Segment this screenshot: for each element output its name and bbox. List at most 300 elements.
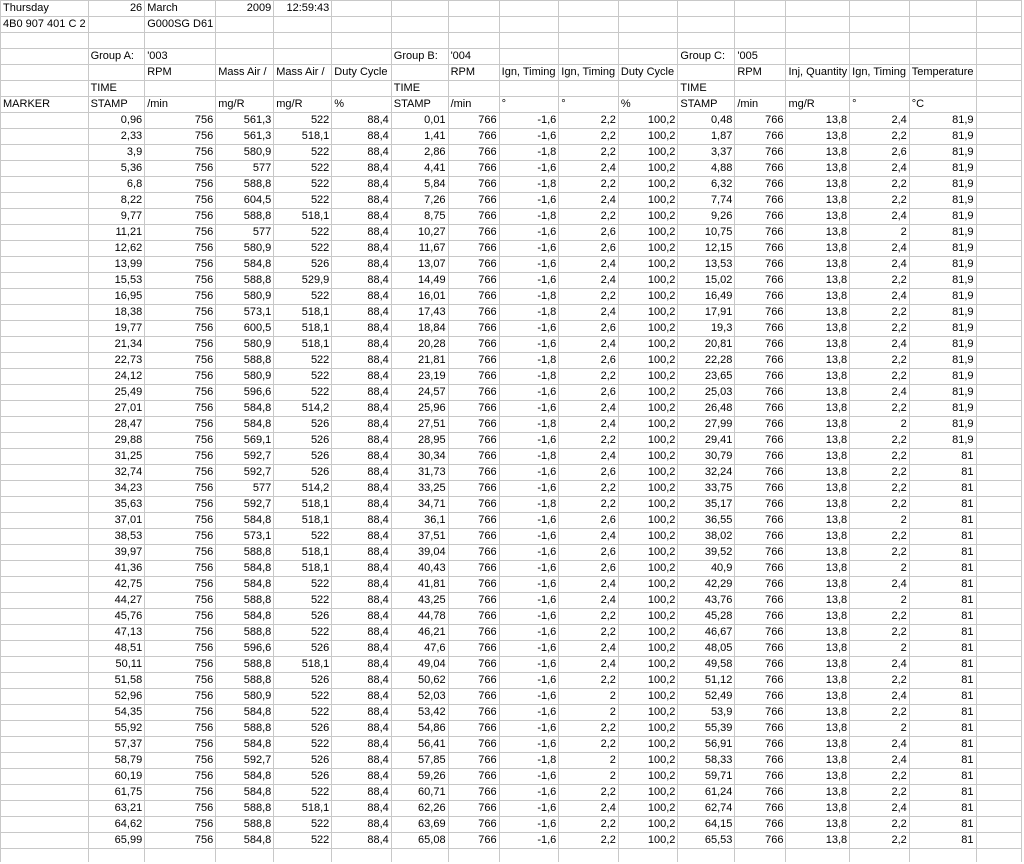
data-cell[interactable]: 518,1: [274, 657, 332, 673]
data-cell[interactable]: 100,2: [618, 353, 677, 369]
empty-cell[interactable]: [1, 385, 89, 401]
data-cell[interactable]: 766: [448, 769, 499, 785]
year-cell[interactable]: 2009: [216, 1, 274, 17]
data-cell[interactable]: 766: [448, 737, 499, 753]
data-cell[interactable]: 766: [448, 305, 499, 321]
data-cell[interactable]: 518,1: [274, 305, 332, 321]
data-cell[interactable]: 53,42: [391, 705, 448, 721]
data-cell[interactable]: 13,8: [786, 833, 850, 849]
data-cell[interactable]: 756: [145, 593, 216, 609]
data-cell[interactable]: 41,36: [88, 561, 145, 577]
data-cell[interactable]: 766: [735, 417, 786, 433]
data-cell[interactable]: 13,8: [786, 785, 850, 801]
data-cell[interactable]: 81: [909, 465, 976, 481]
data-cell[interactable]: 756: [145, 721, 216, 737]
data-cell[interactable]: -1,6: [499, 321, 559, 337]
data-cell[interactable]: 766: [448, 257, 499, 273]
data-cell[interactable]: 81: [909, 657, 976, 673]
data-cell[interactable]: 2,4: [850, 385, 910, 401]
data-cell[interactable]: 2,6: [559, 513, 619, 529]
data-cell[interactable]: 100,2: [618, 641, 677, 657]
empty-cell[interactable]: [735, 17, 786, 33]
data-cell[interactable]: 518,1: [274, 209, 332, 225]
data-cell[interactable]: 88,4: [332, 769, 391, 785]
empty-cell[interactable]: [1, 625, 89, 641]
empty-cell[interactable]: [909, 33, 976, 49]
empty-cell[interactable]: [1, 225, 89, 241]
empty-cell[interactable]: [976, 385, 1021, 401]
data-cell[interactable]: 766: [735, 465, 786, 481]
empty-cell[interactable]: [559, 33, 619, 49]
data-cell[interactable]: 756: [145, 801, 216, 817]
empty-cell[interactable]: [88, 33, 145, 49]
empty-cell[interactable]: [1, 753, 89, 769]
data-cell[interactable]: 766: [448, 289, 499, 305]
data-cell[interactable]: 756: [145, 321, 216, 337]
data-cell[interactable]: 43,25: [391, 593, 448, 609]
data-cell[interactable]: 766: [448, 529, 499, 545]
empty-cell[interactable]: [976, 209, 1021, 225]
data-cell[interactable]: 13,8: [786, 113, 850, 129]
data-cell[interactable]: 88,4: [332, 609, 391, 625]
data-cell[interactable]: 756: [145, 257, 216, 273]
data-cell[interactable]: 766: [735, 433, 786, 449]
data-cell[interactable]: 81: [909, 529, 976, 545]
empty-cell[interactable]: [1, 705, 89, 721]
data-cell[interactable]: 100,2: [618, 305, 677, 321]
empty-cell[interactable]: [1, 161, 89, 177]
data-cell[interactable]: -1,6: [499, 673, 559, 689]
data-cell[interactable]: 0,01: [391, 113, 448, 129]
data-cell[interactable]: 518,1: [274, 337, 332, 353]
data-cell[interactable]: 52,03: [391, 689, 448, 705]
data-cell[interactable]: 2,2: [559, 737, 619, 753]
data-cell[interactable]: 518,1: [274, 129, 332, 145]
data-cell[interactable]: 3,9: [88, 145, 145, 161]
data-cell[interactable]: 81: [909, 545, 976, 561]
data-cell[interactable]: 23,65: [678, 369, 735, 385]
data-cell[interactable]: 518,1: [274, 321, 332, 337]
data-cell[interactable]: 13,8: [786, 561, 850, 577]
data-cell[interactable]: 47,6: [391, 641, 448, 657]
data-cell[interactable]: 766: [735, 753, 786, 769]
data-cell[interactable]: 13,8: [786, 161, 850, 177]
empty-cell[interactable]: [976, 609, 1021, 625]
data-cell[interactable]: 88,4: [332, 561, 391, 577]
unit-cell[interactable]: /min: [145, 97, 216, 113]
data-cell[interactable]: 561,3: [216, 113, 274, 129]
stamp-label[interactable]: STAMP: [391, 97, 448, 113]
empty-cell[interactable]: [850, 17, 910, 33]
data-cell[interactable]: 2,2: [850, 321, 910, 337]
data-cell[interactable]: 766: [448, 577, 499, 593]
unit-cell[interactable]: /min: [448, 97, 499, 113]
data-cell[interactable]: 584,8: [216, 737, 274, 753]
empty-cell[interactable]: [976, 481, 1021, 497]
data-cell[interactable]: 100,2: [618, 545, 677, 561]
data-cell[interactable]: 580,9: [216, 145, 274, 161]
data-cell[interactable]: 756: [145, 625, 216, 641]
data-cell[interactable]: -1,6: [499, 577, 559, 593]
empty-cell[interactable]: [976, 33, 1021, 49]
data-cell[interactable]: -1,8: [499, 417, 559, 433]
data-cell[interactable]: -1,8: [499, 145, 559, 161]
data-cell[interactable]: 81: [909, 609, 976, 625]
data-cell[interactable]: 2,2: [850, 673, 910, 689]
data-cell[interactable]: 584,8: [216, 833, 274, 849]
data-cell[interactable]: 766: [448, 657, 499, 673]
data-cell[interactable]: 7,26: [391, 193, 448, 209]
data-cell[interactable]: 100,2: [618, 657, 677, 673]
empty-cell[interactable]: [976, 529, 1021, 545]
empty-cell[interactable]: [976, 417, 1021, 433]
data-cell[interactable]: 11,21: [88, 225, 145, 241]
data-cell[interactable]: 45,28: [678, 609, 735, 625]
data-cell[interactable]: 56,91: [678, 737, 735, 753]
data-cell[interactable]: 13,99: [88, 257, 145, 273]
data-cell[interactable]: 766: [735, 689, 786, 705]
empty-cell[interactable]: [976, 49, 1021, 65]
data-cell[interactable]: 55,92: [88, 721, 145, 737]
col-name[interactable]: Duty Cycle: [332, 65, 391, 81]
data-cell[interactable]: 2,6: [559, 353, 619, 369]
data-cell[interactable]: 56,41: [391, 737, 448, 753]
data-cell[interactable]: 81,9: [909, 225, 976, 241]
data-cell[interactable]: 584,8: [216, 785, 274, 801]
empty-cell[interactable]: [976, 369, 1021, 385]
data-cell[interactable]: 17,91: [678, 305, 735, 321]
data-cell[interactable]: 766: [448, 337, 499, 353]
data-cell[interactable]: 584,8: [216, 705, 274, 721]
data-cell[interactable]: 13,8: [786, 241, 850, 257]
data-cell[interactable]: 81: [909, 753, 976, 769]
data-cell[interactable]: 88,4: [332, 529, 391, 545]
data-cell[interactable]: 2,2: [850, 705, 910, 721]
empty-cell[interactable]: [976, 257, 1021, 273]
data-cell[interactable]: 2: [850, 641, 910, 657]
empty-cell[interactable]: [559, 81, 619, 97]
empty-cell[interactable]: [1, 145, 89, 161]
data-cell[interactable]: 13,8: [786, 545, 850, 561]
empty-cell[interactable]: [499, 849, 559, 863]
data-cell[interactable]: 766: [448, 801, 499, 817]
data-cell[interactable]: 81: [909, 481, 976, 497]
data-cell[interactable]: 13,8: [786, 641, 850, 657]
data-cell[interactable]: 2,6: [559, 545, 619, 561]
data-cell[interactable]: 522: [274, 289, 332, 305]
data-cell[interactable]: 766: [448, 689, 499, 705]
data-cell[interactable]: 766: [735, 577, 786, 593]
data-cell[interactable]: 522: [274, 353, 332, 369]
data-cell[interactable]: 588,8: [216, 817, 274, 833]
data-cell[interactable]: 13,8: [786, 289, 850, 305]
empty-cell[interactable]: [976, 833, 1021, 849]
data-cell[interactable]: 526: [274, 769, 332, 785]
empty-cell[interactable]: [976, 17, 1021, 33]
empty-cell[interactable]: [976, 353, 1021, 369]
data-cell[interactable]: 62,26: [391, 801, 448, 817]
data-cell[interactable]: 81: [909, 497, 976, 513]
empty-cell[interactable]: [1, 721, 89, 737]
data-cell[interactable]: 21,34: [88, 337, 145, 353]
empty-cell[interactable]: [1, 81, 89, 97]
empty-cell[interactable]: [976, 305, 1021, 321]
data-cell[interactable]: 766: [448, 433, 499, 449]
data-cell[interactable]: 54,86: [391, 721, 448, 737]
data-cell[interactable]: 100,2: [618, 529, 677, 545]
data-cell[interactable]: 88,4: [332, 465, 391, 481]
data-cell[interactable]: 36,1: [391, 513, 448, 529]
data-cell[interactable]: 13,07: [391, 257, 448, 273]
data-cell[interactable]: 44,78: [391, 609, 448, 625]
data-cell[interactable]: 19,3: [678, 321, 735, 337]
data-cell[interactable]: 756: [145, 209, 216, 225]
data-cell[interactable]: 81,9: [909, 129, 976, 145]
data-cell[interactable]: 2,4: [559, 257, 619, 273]
data-cell[interactable]: 766: [735, 225, 786, 241]
data-cell[interactable]: 35,63: [88, 497, 145, 513]
data-cell[interactable]: 592,7: [216, 449, 274, 465]
data-cell[interactable]: 756: [145, 337, 216, 353]
data-cell[interactable]: 88,4: [332, 305, 391, 321]
data-cell[interactable]: 13,8: [786, 321, 850, 337]
data-cell[interactable]: 2,2: [850, 785, 910, 801]
data-cell[interactable]: -1,6: [499, 433, 559, 449]
data-cell[interactable]: 29,88: [88, 433, 145, 449]
data-cell[interactable]: 522: [274, 817, 332, 833]
data-cell[interactable]: 2: [850, 417, 910, 433]
data-cell[interactable]: 88,4: [332, 209, 391, 225]
data-cell[interactable]: 37,51: [391, 529, 448, 545]
empty-cell[interactable]: [976, 801, 1021, 817]
data-cell[interactable]: 81: [909, 449, 976, 465]
empty-cell[interactable]: [88, 849, 145, 863]
data-cell[interactable]: 81: [909, 705, 976, 721]
unit-cell[interactable]: °: [559, 97, 619, 113]
data-cell[interactable]: 766: [735, 609, 786, 625]
data-cell[interactable]: 766: [735, 673, 786, 689]
data-cell[interactable]: 39,04: [391, 545, 448, 561]
data-cell[interactable]: 573,1: [216, 305, 274, 321]
empty-cell[interactable]: [909, 17, 976, 33]
data-cell[interactable]: 580,9: [216, 241, 274, 257]
unit-cell[interactable]: %: [332, 97, 391, 113]
empty-cell[interactable]: [499, 17, 559, 33]
empty-cell[interactable]: [274, 849, 332, 863]
empty-cell[interactable]: [1, 801, 89, 817]
data-cell[interactable]: 756: [145, 433, 216, 449]
data-cell[interactable]: 2,2: [559, 145, 619, 161]
data-cell[interactable]: 580,9: [216, 369, 274, 385]
empty-cell[interactable]: [850, 33, 910, 49]
data-cell[interactable]: 49,04: [391, 657, 448, 673]
data-cell[interactable]: 88,4: [332, 401, 391, 417]
data-cell[interactable]: 65,99: [88, 833, 145, 849]
data-cell[interactable]: 518,1: [274, 513, 332, 529]
data-cell[interactable]: 61,24: [678, 785, 735, 801]
empty-cell[interactable]: [559, 49, 619, 65]
data-cell[interactable]: 766: [448, 385, 499, 401]
data-cell[interactable]: 522: [274, 593, 332, 609]
unit-cell[interactable]: °C: [909, 97, 976, 113]
empty-cell[interactable]: [391, 17, 448, 33]
data-cell[interactable]: 2,6: [559, 561, 619, 577]
data-cell[interactable]: 766: [448, 705, 499, 721]
data-cell[interactable]: 100,2: [618, 161, 677, 177]
data-cell[interactable]: 0,48: [678, 113, 735, 129]
data-cell[interactable]: 88,4: [332, 641, 391, 657]
data-cell[interactable]: 13,53: [678, 257, 735, 273]
data-cell[interactable]: 522: [274, 785, 332, 801]
data-cell[interactable]: 766: [448, 481, 499, 497]
data-cell[interactable]: 81,9: [909, 385, 976, 401]
data-cell[interactable]: -1,6: [499, 625, 559, 641]
empty-cell[interactable]: [976, 193, 1021, 209]
data-cell[interactable]: 88,4: [332, 689, 391, 705]
data-cell[interactable]: 13,8: [786, 433, 850, 449]
data-cell[interactable]: -1,6: [499, 273, 559, 289]
empty-cell[interactable]: [976, 433, 1021, 449]
data-cell[interactable]: 584,8: [216, 769, 274, 785]
data-cell[interactable]: 88,4: [332, 241, 391, 257]
data-cell[interactable]: 756: [145, 833, 216, 849]
empty-cell[interactable]: [976, 177, 1021, 193]
data-cell[interactable]: 29,41: [678, 433, 735, 449]
data-cell[interactable]: 584,8: [216, 417, 274, 433]
data-cell[interactable]: 2,2: [850, 273, 910, 289]
data-cell[interactable]: 766: [735, 737, 786, 753]
empty-cell[interactable]: [976, 817, 1021, 833]
data-cell[interactable]: 88,4: [332, 481, 391, 497]
data-cell[interactable]: -1,6: [499, 225, 559, 241]
data-cell[interactable]: 766: [448, 113, 499, 129]
data-cell[interactable]: 756: [145, 577, 216, 593]
data-cell[interactable]: 9,26: [678, 209, 735, 225]
data-cell[interactable]: 573,1: [216, 529, 274, 545]
data-cell[interactable]: 766: [448, 497, 499, 513]
unit-cell[interactable]: mg/R: [786, 97, 850, 113]
data-cell[interactable]: 81,9: [909, 273, 976, 289]
data-cell[interactable]: 81: [909, 625, 976, 641]
data-cell[interactable]: 2,4: [559, 401, 619, 417]
data-cell[interactable]: 48,05: [678, 641, 735, 657]
data-cell[interactable]: 13,8: [786, 801, 850, 817]
data-cell[interactable]: 2,2: [559, 673, 619, 689]
data-cell[interactable]: 88,4: [332, 721, 391, 737]
empty-cell[interactable]: [216, 849, 274, 863]
col-name[interactable]: Mass Air /: [216, 65, 274, 81]
data-cell[interactable]: 10,27: [391, 225, 448, 241]
data-cell[interactable]: 2,6: [559, 225, 619, 241]
data-cell[interactable]: 100,2: [618, 577, 677, 593]
data-cell[interactable]: 2,4: [850, 289, 910, 305]
data-cell[interactable]: 2,86: [391, 145, 448, 161]
data-cell[interactable]: 13,8: [786, 593, 850, 609]
empty-cell[interactable]: [1, 129, 89, 145]
empty-cell[interactable]: [332, 33, 391, 49]
data-cell[interactable]: 756: [145, 417, 216, 433]
data-cell[interactable]: 48,51: [88, 641, 145, 657]
data-cell[interactable]: -1,8: [499, 305, 559, 321]
data-cell[interactable]: 514,2: [274, 481, 332, 497]
empty-cell[interactable]: [559, 1, 619, 17]
empty-cell[interactable]: [786, 849, 850, 863]
data-cell[interactable]: 2,4: [850, 753, 910, 769]
data-cell[interactable]: -1,8: [499, 209, 559, 225]
data-cell[interactable]: 756: [145, 401, 216, 417]
empty-cell[interactable]: [976, 65, 1021, 81]
data-cell[interactable]: 766: [448, 129, 499, 145]
data-cell[interactable]: 2: [850, 561, 910, 577]
data-cell[interactable]: -1,8: [499, 353, 559, 369]
data-cell[interactable]: 5,84: [391, 177, 448, 193]
data-cell[interactable]: 13,8: [786, 529, 850, 545]
data-cell[interactable]: 766: [735, 385, 786, 401]
data-cell[interactable]: 88,4: [332, 785, 391, 801]
data-cell[interactable]: 50,11: [88, 657, 145, 673]
empty-cell[interactable]: [1, 433, 89, 449]
data-cell[interactable]: 588,8: [216, 673, 274, 689]
data-cell[interactable]: 15,02: [678, 273, 735, 289]
data-cell[interactable]: 766: [735, 561, 786, 577]
data-cell[interactable]: 100,2: [618, 721, 677, 737]
data-cell[interactable]: 522: [274, 177, 332, 193]
data-cell[interactable]: 81,9: [909, 161, 976, 177]
data-cell[interactable]: 81,9: [909, 193, 976, 209]
empty-cell[interactable]: [332, 17, 391, 33]
empty-cell[interactable]: [332, 849, 391, 863]
data-cell[interactable]: 756: [145, 161, 216, 177]
data-cell[interactable]: 38,02: [678, 529, 735, 545]
data-cell[interactable]: 88,4: [332, 337, 391, 353]
empty-cell[interactable]: [499, 1, 559, 17]
col-name[interactable]: Ign, Timing: [559, 65, 619, 81]
empty-cell[interactable]: [976, 273, 1021, 289]
stamp-label[interactable]: STAMP: [88, 97, 145, 113]
data-cell[interactable]: 50,62: [391, 673, 448, 689]
data-cell[interactable]: 756: [145, 673, 216, 689]
data-cell[interactable]: 100,2: [618, 257, 677, 273]
col-name[interactable]: Inj, Quantity: [786, 65, 850, 81]
data-cell[interactable]: 766: [448, 833, 499, 849]
data-cell[interactable]: 766: [448, 513, 499, 529]
data-cell[interactable]: 88,4: [332, 513, 391, 529]
unit-cell[interactable]: mg/R: [216, 97, 274, 113]
data-cell[interactable]: 81: [909, 817, 976, 833]
data-cell[interactable]: 766: [448, 225, 499, 241]
empty-cell[interactable]: [976, 225, 1021, 241]
data-cell[interactable]: 756: [145, 193, 216, 209]
data-cell[interactable]: 766: [448, 449, 499, 465]
empty-cell[interactable]: [1, 545, 89, 561]
data-cell[interactable]: 2,2: [559, 625, 619, 641]
data-cell[interactable]: 766: [448, 785, 499, 801]
data-cell[interactable]: 17,43: [391, 305, 448, 321]
col-name[interactable]: RPM: [145, 65, 216, 81]
data-cell[interactable]: 59,26: [391, 769, 448, 785]
empty-cell[interactable]: [1, 257, 89, 273]
empty-cell[interactable]: [1, 321, 89, 337]
empty-cell[interactable]: [976, 689, 1021, 705]
empty-cell[interactable]: [850, 849, 910, 863]
data-cell[interactable]: 100,2: [618, 625, 677, 641]
col-name[interactable]: RPM: [448, 65, 499, 81]
data-cell[interactable]: 2,2: [850, 449, 910, 465]
data-cell[interactable]: 766: [735, 353, 786, 369]
data-cell[interactable]: 2,4: [559, 449, 619, 465]
unit-cell[interactable]: mg/R: [274, 97, 332, 113]
empty-cell[interactable]: [1, 241, 89, 257]
